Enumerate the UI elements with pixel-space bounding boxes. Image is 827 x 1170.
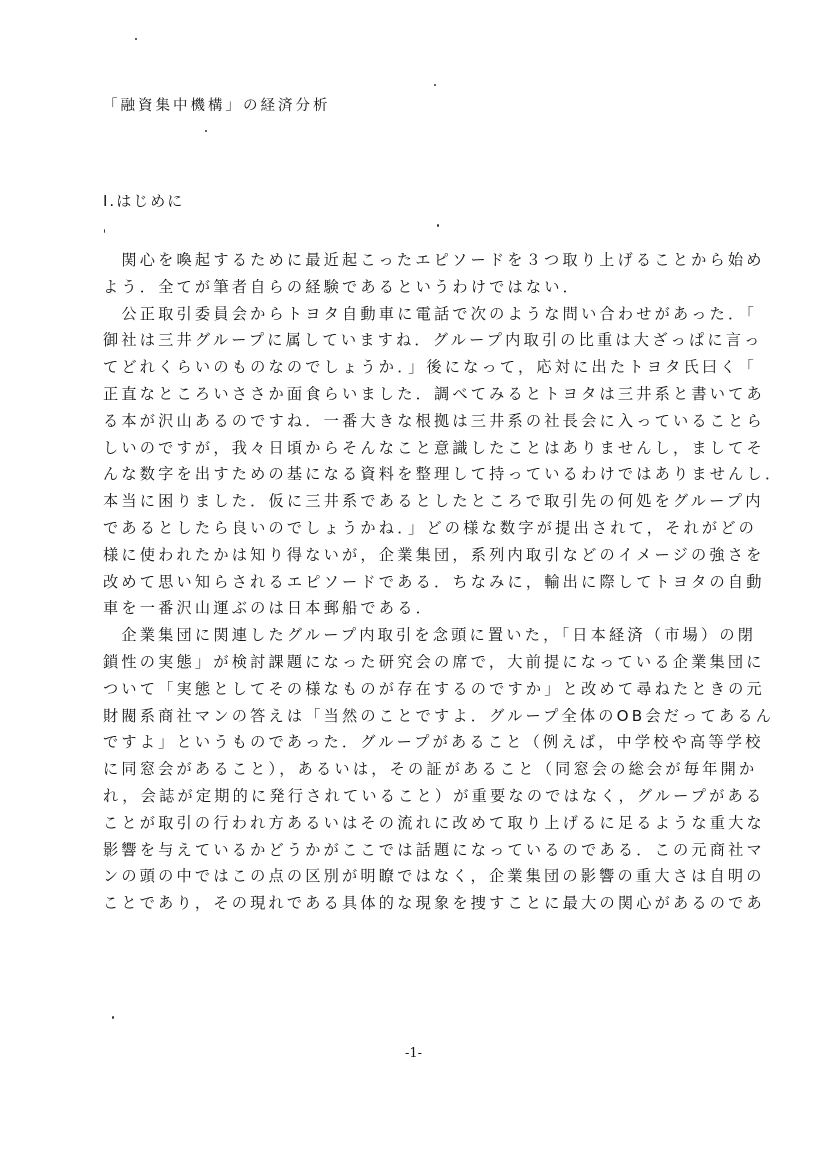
text-line: 鎖性の実態」が検討課題になった研究会の席で，大前提になっている企業集団に <box>103 652 765 671</box>
text-line: 御社は三井グループに属していますね．グループ内取引の比重は大ざっぱに言っ <box>103 331 763 350</box>
scan-speck <box>434 84 436 86</box>
text-line: 本当に困りました．仮に三井系であるとしたところで取引先の何処をグループ内 <box>103 492 764 511</box>
text-line: ンの頭の中ではこの点の区別が明瞭ではなく，企業集団の影響の重大さは自明の <box>103 867 765 886</box>
section-heading: Ⅰ.はじめに <box>103 192 185 210</box>
text-line: てどれくらいのものなのでしょうか．」後になって，応対に出たトヨタ氏曰く「 <box>103 358 758 377</box>
text-line: 車を一番沢山運ぶのは日本郵船である． <box>103 599 434 618</box>
text-line: 財閥系商社マンの答えは「当然のことですよ．グループ全体のOB会だってあるん <box>103 706 775 725</box>
body-text <box>103 247 783 917</box>
text-line: 企業集団に関連したグループ内取引を念頭に置いた，「日本経済（市場）の閉 <box>103 626 757 645</box>
text-line: 改めて思い知らされるエピソードである．ちなみに，輸出に際してトヨタの自動 <box>103 572 765 591</box>
scan-speck <box>205 130 207 132</box>
text-line: 関心を喚起するために最近起こったエピソードを３つ取り上げることから始め <box>103 251 765 269</box>
text-line: ついて「実態としてその様なものが存在するのですか」と改めて尋ねたときの元 <box>103 679 765 698</box>
scan-speck <box>104 229 105 233</box>
scan-speck <box>135 38 137 40</box>
page-number: -1- <box>404 1046 423 1061</box>
text-line: ことが取引の行われ方あるいはその流れに改めて取り上げるに足るような重大な <box>103 813 765 832</box>
text-line: んな数字を出すための基になる資料を整理して持っているわけではありませんし． <box>103 465 783 484</box>
text-line: であるとしたら良いのでしょうかね．」どの様な数字が提出されて，それがどの <box>103 518 758 537</box>
text-line: に同窓会があること），あるいは，その証があること（同窓会の総会が毎年開か <box>103 760 758 779</box>
text-line: る本が沢山あるのですね．一番大きな根拠は三井系の社長会に入っていることら <box>103 411 765 430</box>
text-line: 正直なところいささか面食らいました．調べてみるとトヨタは三井系と書いてあ <box>103 384 765 403</box>
text-line: 様に使われたかは知り得ないが，企業集団，系列内取引などのイメージの強さを <box>103 545 765 564</box>
text-line: れ，会誌が定期的に発行されていること）が重要なのではなく，グループがある <box>103 786 765 805</box>
scan-speck <box>437 224 439 227</box>
text-line: 公正取引委員会からトヨタ自動車に電話で次のような問い合わせがあった．「 <box>103 304 758 323</box>
text-line: ことであり，その現れである具体的な現象を捜すことに最大の関心があるのであ <box>103 894 765 913</box>
text-line: しいのですが，我々日頃からそんなこと意識したことはありませんし，ましてそ <box>103 438 765 457</box>
text-line: ですよ」というものであった．グループがあること（例えば，中学校や高等学校 <box>103 733 764 752</box>
text-line: 影響を与えているかどうかがここでは話題になっているのである．この元商社マ <box>103 840 765 859</box>
text-line: よう．全てが筆者自らの経験であるというわけではない． <box>103 277 582 296</box>
document-title: 「融資集中機構」の経済分析 <box>103 98 331 114</box>
scan-speck <box>112 1016 114 1019</box>
